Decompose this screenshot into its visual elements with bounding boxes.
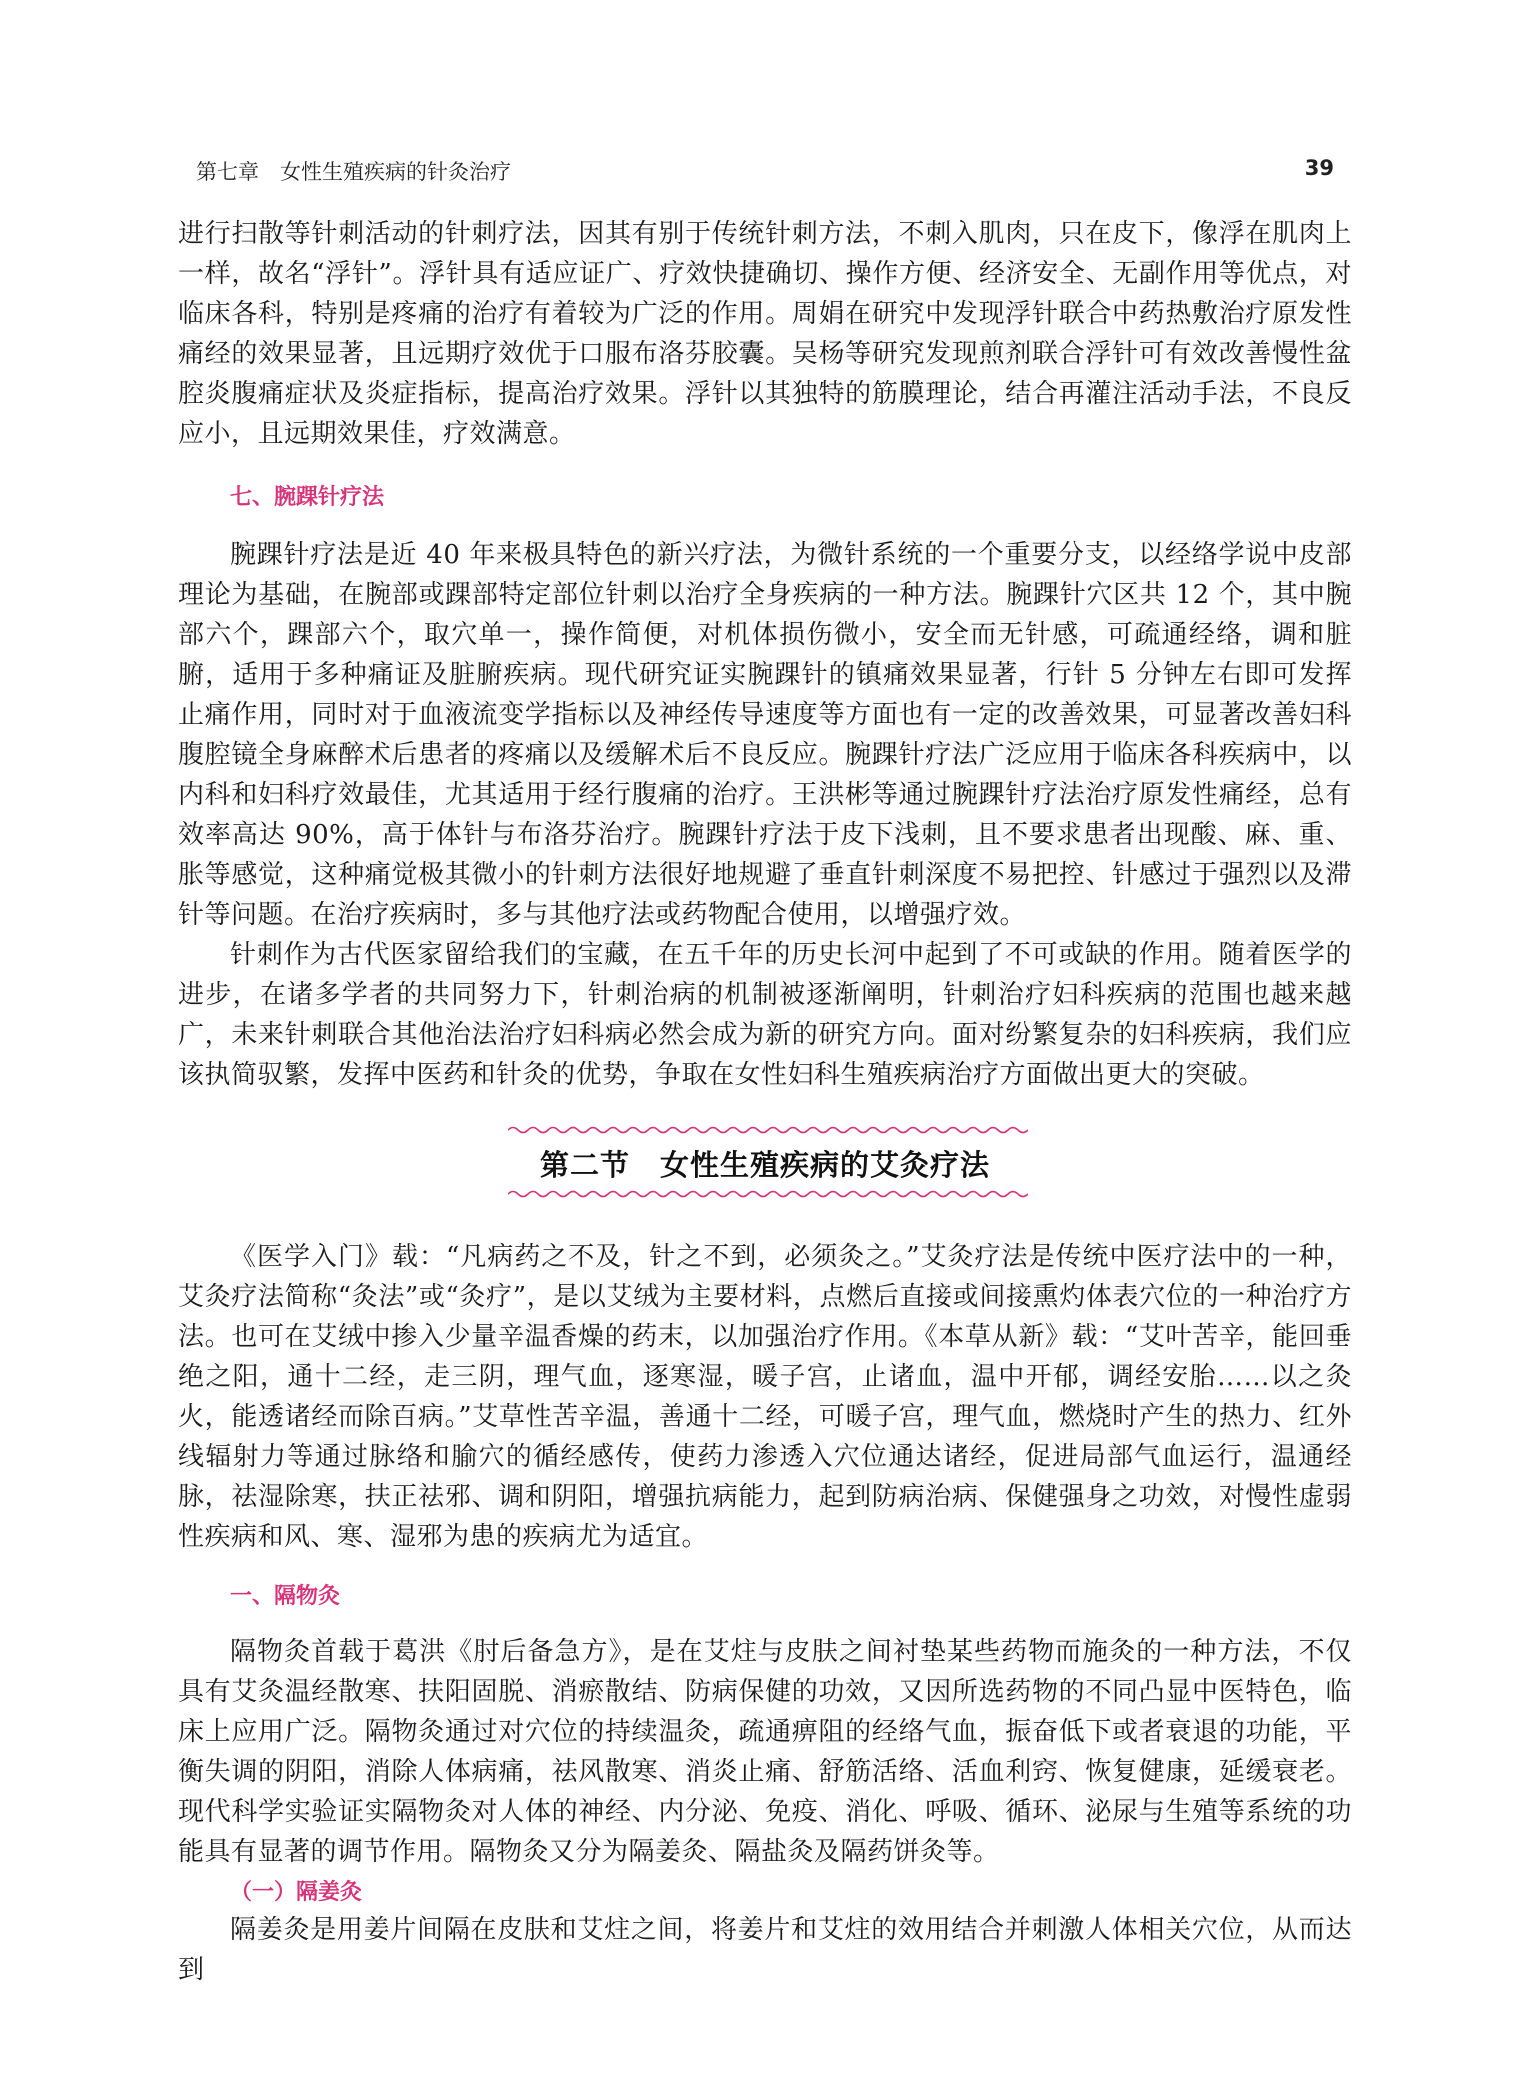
paragraph-fuzhen: 进行扫散等针刺活动的针刺疗法，因其有别于传统针刺方法，不刺入肌肉，只在皮下，像浮在肌肉上一样，故名“浮针”。浮针具有适应证广、疗效快捷确切、操作方便、经济安全、无副作用等优点，对临床各科，特别是疼痛的治疗有着较为广泛的作用。周娟在研究中发现浮针联合中药热敷治疗原发性痛经的效果显著，且远期疗效优于口服布洛芬胶囊。吴杨等研究发现煎剂联合浮针可有效改善慢性盆腔炎腹痛症状及炎症指标，提高治疗效果。浮针以其独特的筋膜理论，结合再灌注活动手法，不良反应小，且远期效果佳，疗效满意。 <box>178 219 1352 449</box>
wave-divider-bottom <box>508 1189 1028 1199</box>
page-number: 39 <box>1304 156 1334 180</box>
heading-gewu: 一、隔物灸 <box>230 1584 341 1609</box>
paragraph-wanhuai-1: 腕踝针疗法是近 40 年来极具特色的新兴疗法，为微针系统的一个重要分支，以经络学说中皮部理论为基础，在腕部或踝部特定部位针刺以治疗全身疾病的一种方法。腕踝针穴区共 12 个，其中腕部六个，踝部六个，取穴单一，操作简便，对机体损伤微小，安全而无针感，可疏通经络，调和脏腑，适用于多种痛证及脏腑疾病。现代研究证实腕踝针的镇痛效果显著，行针 5 分钟左右即可发挥止痛作用，同时对于血液流变学指标以及神经传导速度等方面也有一定的改善效果，可显著改善妇科腹腔镜全身麻醉术后患者的疼痛以及缓解术后不良反应。腕踝针疗法广泛应用于临床各科疾病中，以内科和妇科疗效最佳，尤其适用于经行腹痛的治疗。王洪彬等通过腕踝针疗法治疗原发性痛经，总有效率高达 90%，高于体针与布洛芬治疗。腕踝针疗法于皮下浅刺，且不要求患者出现酸、麻、重、胀等感觉，这种痛觉极其微小的针刺方法很好地规避了垂直针刺深度不易把控、针感过于强烈以及滞针等问题。在治疗疾病时，多与其他疗法或药物配合使用，以增强疗效。 <box>178 540 1352 930</box>
paragraph-wanhuai-2: 针刺作为古代医家留给我们的宝藏，在五千年的历史长河中起到了不可或缺的作用。随着医学的进步，在诸多学者的共同努力下，针刺治病的机制被逐渐阐明，针刺治疗妇科疾病的范围也越来越广，未来针刺联合其他治法治疗妇科病必然会成为新的研究方向。面对纷繁复杂的妇科疾病，我们应该执简驭繁，发挥中医药和针灸的优势，争取在女性妇科生殖疾病治疗方面做出更大的突破。 <box>178 940 1352 1090</box>
paragraph-aijiu: 《医学入门》载：“凡病药之不及，针之不到，必须灸之。”艾灸疗法是传统中医疗法中的一种，艾灸疗法简称“灸法”或“灸疗”，是以艾绒为主要材料，点燃后直接或间接熏灼体表穴位的一种治疗方法。也可在艾绒中掺入少量辛温香燥的药末，以加强治疗作用。《本草从新》载：“艾叶苦辛，能回垂绝之阳，通十二经，走三阴，理气血，逐寒湿，暖子宫，止诸血，温中开郁，调经安胎……以之灸火，能透诸经而除百病。”艾草性苦辛温，善通十二经，可暖子宫，理气血，燃烧时产生的热力、红外线辐射力等通过脉络和腧穴的循经感传，使药力渗透入穴位通达诸经，促进局部气血运行，温通经脉，祛湿除寒，扶正祛邪、调和阴阳，增强抗病能力，起到防病治病、保健强身之功效，对慢性虚弱性疾病和风、寒、湿邪为患的疾病尤为适宜。 <box>178 1242 1352 1552</box>
paragraph-gewu: 隔物灸首载于葛洪《肘后备急方》，是在艾炷与皮肤之间衬垫某些药物而施灸的一种方法，不仅具有艾灸温经散寒、扶阳固脱、消瘀散结、防病保健的功效，又因所选药物的不同凸显中医特色，临床上应用广泛。隔物灸通过对穴位的持续温灸，疏通痹阻的经络气血，振奋低下或者衰退的功能，平衡失调的阴阳，消除人体病痛，祛风散寒、消炎止痛、舒筋活络、活血利窍、恢复健康，延缓衰老。现代科学实验证实隔物灸对人体的神经、内分泌、免疫、消化、呼吸、循环、泌尿与生殖等系统的功能具有显著的调节作用。隔物灸又分为隔姜灸、隔盐灸及隔药饼灸等。 <box>178 1637 1352 1867</box>
section-title: 第二节 女性生殖疾病的艾灸疗法 <box>539 1148 990 1182</box>
page-body <box>178 214 1352 1990</box>
wave-divider-top <box>508 1125 1028 1135</box>
heading-gejiang: （一）隔姜灸 <box>230 1880 363 1905</box>
section-heading-block <box>178 1107 1352 1217</box>
chapter-title: 第七章 女性生殖疾病的针灸治疗 <box>196 160 511 184</box>
heading-wanhuai: 七、腕踝针疗法 <box>230 485 385 510</box>
running-header <box>196 150 1334 190</box>
paragraph-gejiang: 隔姜灸是用姜片间隔在皮肤和艾炷之间，将姜片和艾炷的效用结合并刺激人体相关穴位，从而达到 <box>178 1915 1352 1985</box>
